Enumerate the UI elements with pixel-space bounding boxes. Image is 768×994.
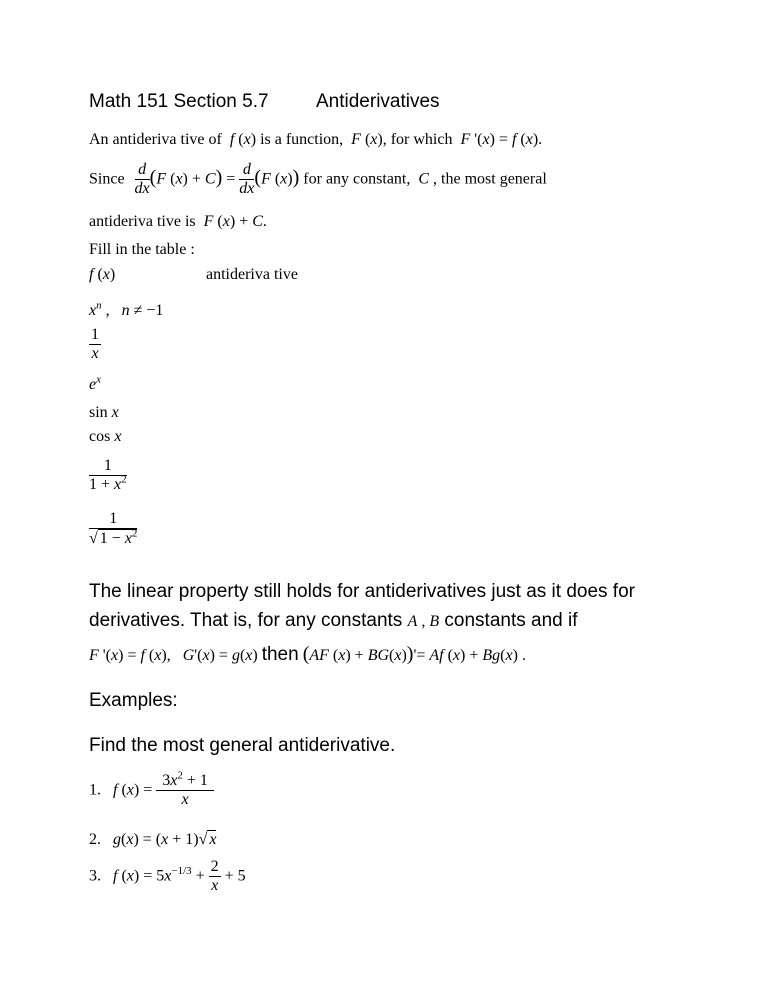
table-row-power: $x^n$ , n ≠ −1	[89, 299, 164, 319]
course-title: Math 151 Section 5.7	[89, 91, 269, 112]
then-word: then	[261, 644, 299, 665]
table-header-antiderivative: antideriva tive	[206, 266, 298, 283]
definition-line: An antideriva tive of f (x) is a function, F (x), for which F '(x) = f (x).	[89, 131, 543, 148]
table-row-cos: cos x	[89, 428, 122, 445]
linear-property-line2: derivatives. That is, for any constants A , B constants and if	[89, 610, 578, 631]
examples-heading: Examples:	[89, 690, 178, 711]
topic-title: Antiderivatives	[316, 91, 440, 112]
example-2: 2. g(x) = (x + 1)√ x	[89, 831, 217, 848]
general-antiderivative-line: antideriva tive is F (x) + C.	[89, 213, 267, 230]
table-row-arcsin: $\frac{1}{√ 1 - x^2}$	[89, 510, 138, 548]
since-line: Since $\frac{d}{dx}$ (F (x) + C) = $\frac{d}{dx}$ (F (x)) for any constant, C , the most general	[89, 161, 547, 198]
since-word: Since	[89, 170, 125, 188]
linear-line2-part-b: constants and if	[444, 610, 578, 631]
table-header-fx: f (x)	[89, 266, 116, 283]
linear-property-line1: The linear property still holds for antiderivatives just as it does for	[89, 581, 635, 602]
example-3: 3. f $(x) = 5x^{-1/3}$ + $\frac{2}{x}$ + 5	[89, 858, 246, 895]
examples-instruction: Find the most general antiderivative.	[89, 735, 396, 756]
table-row-arctan: $\frac{1}{1 + x^2}$	[89, 457, 127, 494]
linear-line2-part-a: derivatives. That is, for any constants	[89, 610, 403, 631]
table-row-sin: sin x	[89, 404, 119, 421]
table-row-exp: $e^x$	[89, 373, 101, 393]
fill-table-instruction: Fill in the table :	[89, 241, 195, 258]
linear-property-formula: F '(x) = f (x), G'(x) = g(x) then (AF (x) + BG(x))'= Af (x) + Bg(x) .	[89, 643, 526, 665]
example-1: 1. f (x) = $\frac{3x^2 + 1}{x}$	[89, 769, 212, 809]
table-row-reciprocal: $\frac{1}{x}$	[91, 326, 99, 363]
